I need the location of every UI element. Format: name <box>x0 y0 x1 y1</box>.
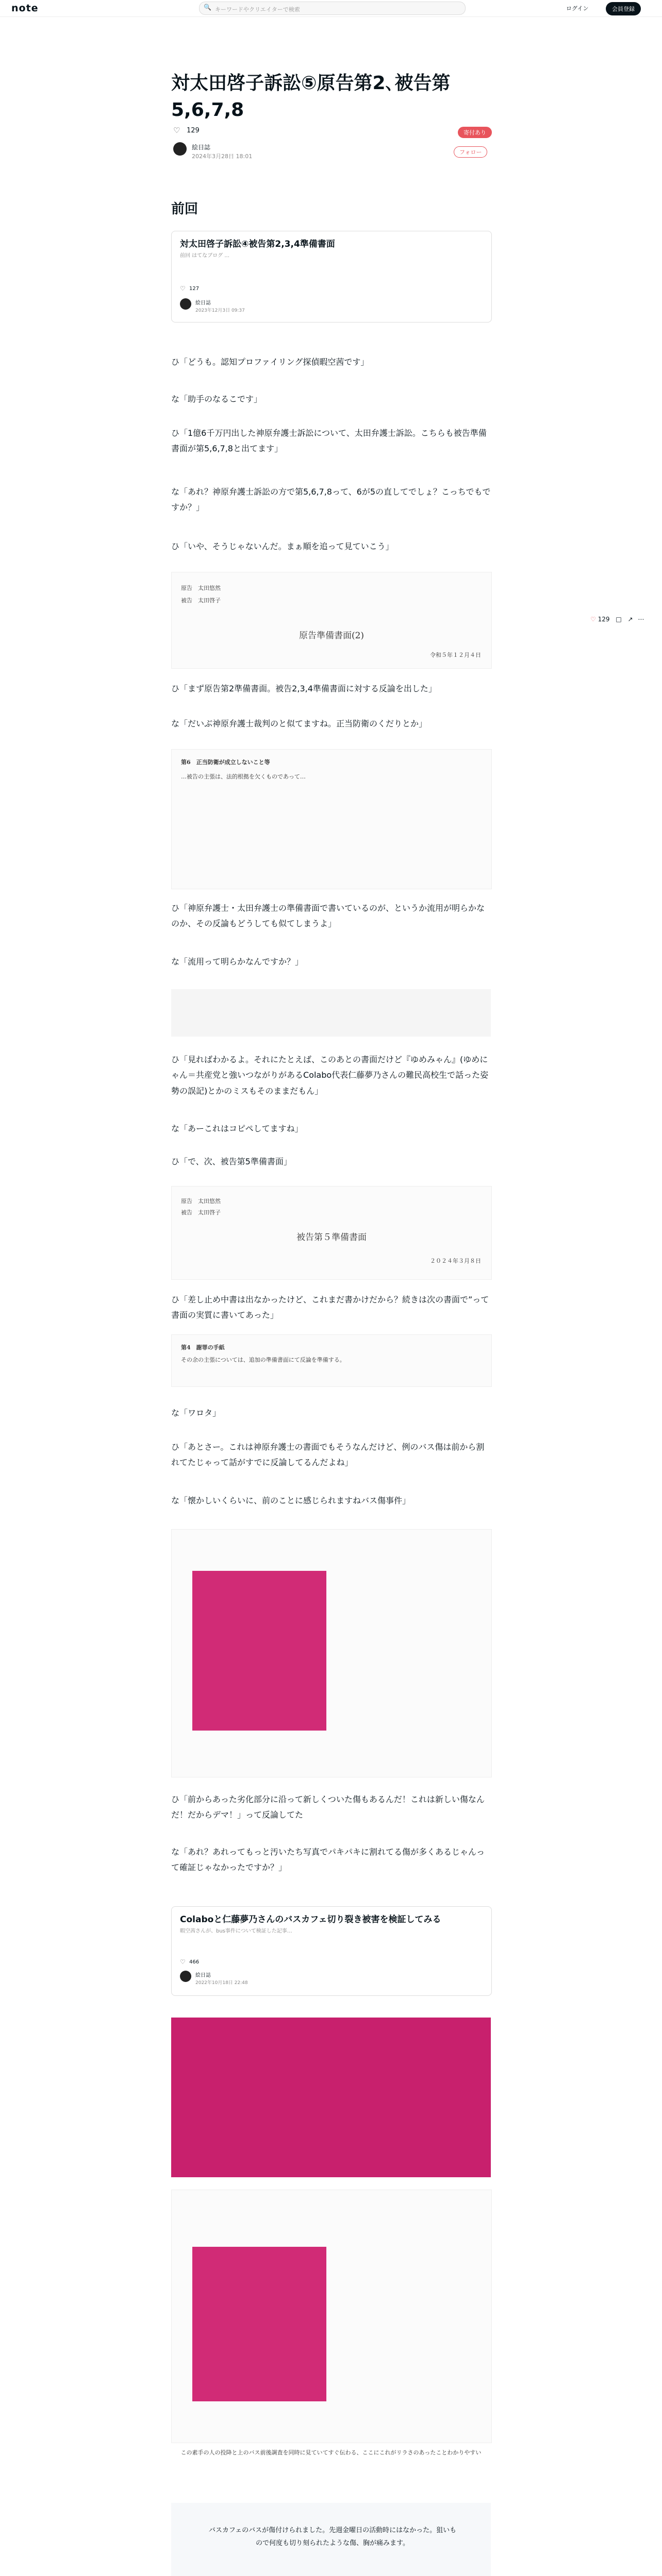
card-likes: 466 <box>189 1959 200 1965</box>
dialogue-line: ひ「で、次、被告第5準備書面」 <box>171 1157 292 1166</box>
card-author: 絵日誌 <box>195 1973 211 1978</box>
like-count: 129 <box>187 127 200 134</box>
court-document <box>171 572 492 669</box>
search-placeholder: キーワードやクリエイターで検索 <box>215 6 300 13</box>
card-text: 暇空茜さんが、bus事件について検証した記事… <box>180 1928 292 1934</box>
court-document <box>171 1334 492 1387</box>
dialogue-line: な「だいぶ神原弁護士裁判のと似てますね。正当防衛のくだりとか」 <box>171 719 427 728</box>
dialogue-line: な「懐かしいくらいに、前のことに感じられますねバス傷事件」 <box>171 1496 411 1505</box>
doc-body: その余の主張については、追加の準備書面にて反論を準備する。 <box>181 1357 345 1363</box>
dialogue-line: ひ「どうも。認知プロファイリング探偵暇空茜です」 <box>171 357 369 367</box>
card-likes: 127 <box>189 286 200 292</box>
search-icon: 🔍 <box>204 4 211 11</box>
doc-body: …被告の主張は、法的根拠を欠くものであって… <box>181 773 306 780</box>
quoted-document <box>171 989 491 1037</box>
dialogue-line: ひ「いや、そうじゃないんだ。まぁ順を追って見ていこう」 <box>171 541 394 551</box>
signup-button[interactable]: 会員登録 <box>606 2 641 15</box>
card-title: Colaboと仁藤夢乃さんのバスカフェ切り裂き被害を検証してみる <box>180 1914 441 1925</box>
dialogue-line: ひ「差し止め中書は出なかったけど、これまだ書かけだから？続きは次の書面で”って書面の実質に書いてあった」 <box>171 1295 489 1320</box>
section-heading: 前回 <box>171 201 198 217</box>
doc-title: 被告第５準備書面 <box>296 1232 367 1243</box>
avatar <box>180 298 191 310</box>
dialogue-line: な「ワロタ」 <box>171 1408 221 1418</box>
doc-party: 被告 太田啓子 <box>181 597 221 604</box>
card-title: 対太田啓子訴訟④被告第2,3,4準備書面 <box>180 239 335 249</box>
share-icon[interactable]: ↗ <box>627 616 633 623</box>
dialogue-line: な「流用って明らかなんですか？」 <box>171 957 304 967</box>
card-date: 2023年12月3日 09:37 <box>195 308 245 313</box>
search-input[interactable] <box>199 2 466 15</box>
article-title: 対太田啓子訴訟⑤原告第2､被告第5,6,7,8 <box>171 73 451 121</box>
heart-icon[interactable]: ♡ <box>590 616 596 623</box>
court-document <box>171 2190 492 2443</box>
doc-heading: 第4 謝罪の手紙 <box>181 1344 225 1351</box>
heart-icon[interactable]: ♡ <box>173 126 180 135</box>
dialogue-line: ひ「あとさー。これは神原弁護士の書面でもそうなんだけど、例のバス傷は前から割れてたじゃって話がすでに反論してるんだよね」 <box>171 1442 485 1468</box>
embed-card[interactable] <box>171 231 492 323</box>
follow-button[interactable]: フォロー <box>454 146 487 158</box>
court-document <box>171 1186 492 1280</box>
heart-icon: ♡ <box>180 1958 186 1965</box>
doc-heading: 第6 正当防衛が成立しないこと等 <box>181 759 270 766</box>
bus-photo <box>192 1571 326 1731</box>
publish-date: 2024年3月28日 18:01 <box>192 153 253 160</box>
doc-date: 令和５年１２月４日 <box>430 652 481 658</box>
site-header <box>0 0 662 17</box>
doc-party: 原告 太田悠然 <box>181 1198 221 1205</box>
doc-title: 原告準備書面(2) <box>299 631 365 641</box>
avatar <box>180 1971 191 1982</box>
side-like-bar <box>590 616 644 623</box>
donation-badge: 寄付あり <box>458 127 492 138</box>
bus-photo <box>192 2247 326 2401</box>
dialogue-line: ひ「見ればわかるよ。それにたとえば、このあとの書面だけど『ゆめみゃん』(ゆめにゃん＝共産党と強いつながりがあるColabo代表仁藤夢乃さんの難民高校生で話った姿勢の誤記)とかのミスもそのままだもん」 <box>171 1055 489 1096</box>
embed-card[interactable] <box>171 1906 492 1996</box>
court-document <box>171 1529 492 1777</box>
caption: この素手の人の投降と上のバス前後調査を同時に見ていてすぐ伝わる、ここにこれがリラさのあったことわかりやすい <box>180 2449 482 2456</box>
dialogue-line: ひ「1億6千万円出した神原弁護士訴訟について、太田弁護士訴訟。こちらも被告準備書面が第5,6,7,8と出てます」 <box>171 428 487 454</box>
tweet-text: バスカフェのバスが傷付けられました。先週金曜日の活動時にはなかった。狙いもので何度も切り刻られたような傷、胸が痛みます。 <box>208 2527 457 2547</box>
card-text: 前回 はてなブログ ... <box>180 253 229 259</box>
login-link[interactable]: ログイン <box>566 5 589 12</box>
author-name[interactable]: 絵日誌 <box>192 144 211 151</box>
dialogue-line: な「助手のなるこです」 <box>171 394 262 404</box>
card-date: 2022年10月18日 22:48 <box>195 1980 248 1986</box>
dialogue-line: な「あれ？あれってもっと汚いたち写真でパキパキに割れてる傷が多くあるじゃんって確証じゃなかったですか？」 <box>171 1847 485 1873</box>
dialogue-line: ひ「前からあった劣化部分に沿って新しくついた傷もあるんだ！これは新しい傷なんだ！だからデマ！」って反論してた <box>171 1794 485 1820</box>
dialogue-line: な「あーこれはコピペしてますね」 <box>171 1124 303 1133</box>
bus-photo <box>171 2018 491 2177</box>
doc-party: 被告 太田啓子 <box>181 1209 221 1216</box>
doc-date: ２０２４年３月８日 <box>430 1258 481 1264</box>
more-icon[interactable]: ⋯ <box>638 616 644 623</box>
dialogue-line: ひ「神原弁護士・太田弁護士の準備書面で書いているのが、というか流用が明らかなのか、その反論もどうしても似てしまうよ」 <box>171 903 485 929</box>
avatar[interactable] <box>173 142 187 156</box>
dialogue-line: な「あれ？神原弁護士訴訟の方で第5,6,7,8って、6が5の直してでしょ？こっちでもですか？」 <box>171 487 491 513</box>
court-document <box>171 749 492 889</box>
side-like-count: 129 <box>598 616 610 623</box>
note-logo[interactable]: note <box>11 3 39 14</box>
doc-party: 原告 太田悠然 <box>181 585 221 591</box>
card-author: 絵日誌 <box>195 300 211 306</box>
comment-icon[interactable]: □ <box>616 616 622 623</box>
dialogue-line: ひ「まず原告第2準備書面。被告2,3,4準備書面に対する反論を出した」 <box>171 684 437 693</box>
heart-icon: ♡ <box>180 285 186 292</box>
